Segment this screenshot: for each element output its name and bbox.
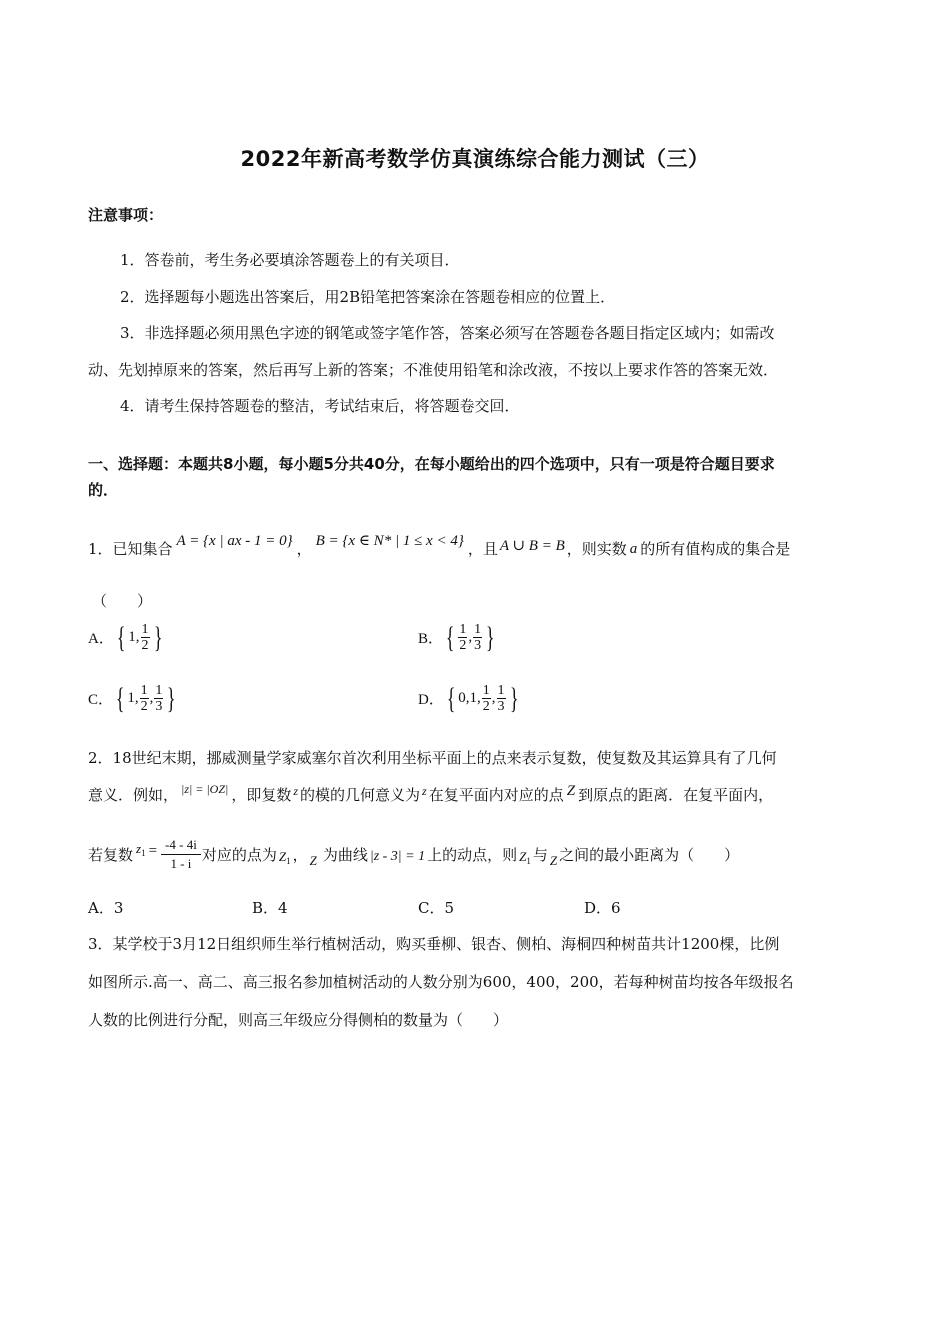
q2-line-3 [88, 836, 739, 873]
q2-Z: Z [309, 852, 317, 868]
q2-Z1: $Z_1$ [278, 848, 291, 866]
q2-l2-b: ，即复数 [231, 786, 292, 804]
q2-l3-g: 之间的最小距离为（ ） [559, 845, 740, 864]
q2-option-b[interactable]: B．4 [252, 899, 288, 917]
q1-option-b-set: { $\frac{1}{2}$ , $\frac{1}{3}$ } [445, 620, 495, 654]
q2-l2-Z: Z [566, 783, 576, 799]
q1-option-c-frac2: $\frac{1}{3}$ [155, 683, 163, 714]
q2-l2-c: 的模的几何意义为 [300, 786, 421, 804]
q2-l2-d: 在复平面内对应的点 [428, 786, 564, 804]
q1-option-b-frac1: $\frac{1}{2}$ [459, 622, 467, 653]
q1-option-a[interactable] [88, 622, 165, 653]
page-title: 2022年新高考数学仿真演练综合能力测试（三） [240, 147, 710, 171]
q1-option-d-frac2: $\frac{1}{3}$ [497, 683, 505, 714]
q1-option-a-frac: $\frac{1}{2}$ [141, 622, 149, 653]
q1-option-b[interactable] [418, 622, 498, 653]
notice-item-3: 3．非选择题必须用黑色字迹的钢笔或签字笔作答，答案必须写在答题卷各题目指定区域内；如需改 [120, 324, 775, 342]
q1-answer-paren: （ ） [92, 592, 153, 610]
q2-l3-c: ， [292, 845, 308, 864]
q1-set-a: A = {x | ax - 1 = 0} [176, 533, 293, 549]
question-3: 3．某学校于3月12日组织师生举行植树活动，购买垂柳、银杏、侧柏、海桐四种树苗共计1200棵，比例 [88, 935, 780, 953]
q1-option-c-sep: , [149, 690, 154, 706]
q1-option-c-set: { 1, $\frac{1}{2}$ , $\frac{1}{3}$ } [115, 681, 176, 715]
q2-line-2 [88, 782, 774, 805]
question-2: 2．18世纪末期，挪威测量学家威塞尔首次利用坐标平面上的点来表示复数，使复数及其运算具有了几何 [88, 749, 777, 767]
q1-option-c-pre: 1, [127, 690, 139, 706]
q1-suffix: ，则实数 [566, 540, 627, 558]
notice-item-2: 2．选择题每小题选出答案后，用2B铅笔把答案涂在答题卷相应的位置上． [120, 288, 616, 306]
question-1 [88, 533, 791, 559]
q1-middle: ，且 [467, 540, 498, 558]
q2-l2-z: z [293, 784, 299, 798]
section1-heading: 一、选择题：本题共8小题，每小题5分共40分，在每小题给出的四个选项中，只有一项是符合题目要求 [88, 455, 775, 473]
q1-option-a-pre: 1, [128, 629, 140, 645]
q1-option-b-label: B． [418, 631, 444, 647]
q2-curve: |z - 3| = 1 [369, 848, 426, 864]
q2-Z1b: $Z_1$ [519, 848, 531, 866]
q1-option-c-label: C． [88, 692, 114, 708]
q2-z1-fraction: $\frac{-4 - 4i}{1 - i}$ [161, 836, 201, 873]
q2-modulus-expr: |z| = |OZ| [181, 782, 229, 796]
q1-option-a-set: { 1, $\frac{1}{2}$ } [116, 620, 163, 654]
notice-heading: 注意事项： [88, 206, 164, 224]
q1-option-d-frac1: $\frac{1}{2}$ [482, 683, 490, 714]
q2-option-c[interactable]: C．5 [418, 899, 455, 917]
q2-l2-e: 到原点的距离．在复平面内， [578, 786, 774, 804]
q1-comma: ， [296, 540, 312, 558]
q1-option-a-label: A． [88, 631, 114, 647]
q1-condition: A ∪ B = B [499, 538, 565, 554]
q1-suffix2: 的所有值构成的集合是 [640, 540, 791, 558]
q3-line-3: 人数的比例进行分配，则高三年级应分得侧柏的数量为（ ） [88, 1011, 509, 1029]
notice-item-4: 4．请考生保持答题卷的整洁，考试结束后，将答题卷交回． [120, 397, 520, 415]
q2-l3-d: 为曲线 [322, 845, 368, 864]
q2-l3-f: 与 [532, 845, 548, 864]
q1-option-d-sep: , [491, 690, 496, 706]
q1-option-d-pre: 0,1, [458, 690, 481, 706]
q3-line-2: 如图所示.高一、高二、高三报名参加植树活动的人数分别为600，400，200，若每种树苗均按各年级报名 [88, 973, 794, 991]
notice-item-3-cont: 动、先划掉原来的答案，然后再写上新的答案；不准使用铅笔和涂改液，不按以上要求作答的答案无效． [88, 361, 779, 379]
q2-eq: = [148, 842, 158, 859]
q1-var-a: a [629, 541, 638, 557]
q2-option-d[interactable]: D．6 [584, 899, 621, 917]
q1-option-c-frac1: $\frac{1}{2}$ [140, 683, 148, 714]
q1-option-b-sep: , [468, 629, 473, 645]
q1-option-c[interactable] [88, 683, 179, 714]
section1-heading-cont: 的． [88, 481, 119, 499]
q2-option-a[interactable]: A．3 [88, 899, 124, 917]
q2-l3-b: 对应的点为 [201, 845, 277, 864]
q2-l2-a: 意义．例如， [88, 786, 179, 804]
q2-l2-z2: z [422, 784, 427, 798]
q2-Zb: Z [549, 852, 558, 868]
q1-set-b: B = {x ∈ N* | 1 ≤ x < 4} [315, 533, 464, 549]
q1-option-d-set: { 0,1, $\frac{1}{2}$ , $\frac{1}{3}$ } [446, 681, 519, 715]
q2-l3-a: 若复数 [88, 845, 134, 864]
q1-option-d-label: D． [418, 692, 444, 708]
q1-prefix: 1．已知集合 [88, 540, 173, 558]
q1-option-d[interactable] [418, 683, 521, 714]
q1-option-b-frac2: $\frac{1}{3}$ [474, 622, 482, 653]
q2-l3-e: 上的动点，则 [427, 845, 518, 864]
q2-z1: $z_1$ [136, 840, 146, 858]
notice-item-1: 1．答卷前，考生务必要填涂答题卷上的有关项目． [120, 251, 460, 269]
